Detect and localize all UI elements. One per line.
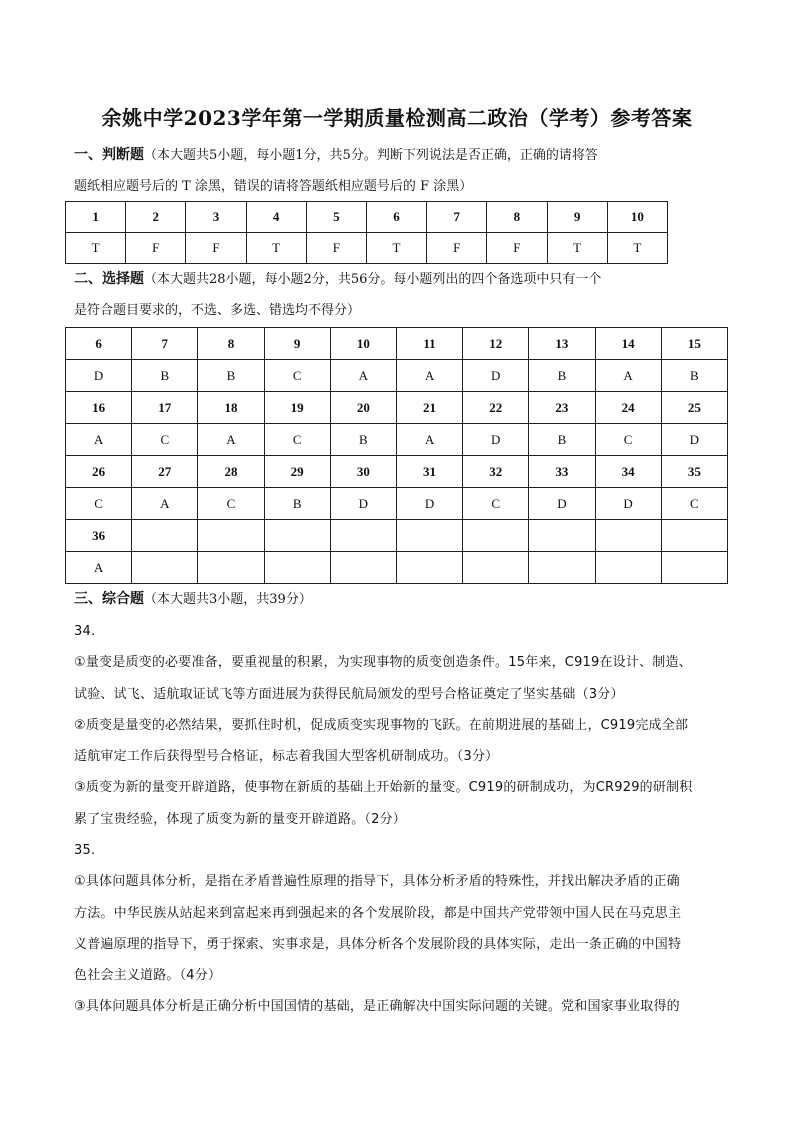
answer-cell: A [396,424,462,456]
answer-cell: B [198,360,264,392]
question-number: 7 [427,202,487,233]
section2-instructions [74,264,730,326]
answer-cell: C [463,488,529,520]
table-row [66,328,728,360]
table-row [66,392,728,424]
section3-instructions [74,584,730,615]
table-row [66,424,728,456]
answer-cell: D [463,360,529,392]
answer-cell: F [126,233,186,264]
question-number: 9 [264,328,330,360]
answer-cell: T [607,233,667,264]
table-row [66,456,728,488]
answer-line: 试验、试飞、适航取证试飞等方面进展为获得民航局颁发的型号合格证奠定了坚实基础（3分） [74,686,624,702]
answer-cell: C [264,424,330,456]
answer-line: 色社会主义道路。（4分） [74,968,222,984]
section2-heading: 二、选择题 [74,271,144,287]
answer-cell: B [330,424,396,456]
answer-cell [264,552,330,584]
section2-note-line2: 是符合题目要求的，不选、多选、错选均不得分） [74,303,361,318]
question-number: 3 [186,202,246,233]
table-row [66,202,668,233]
question-number: 11 [396,328,462,360]
answer-cell [132,552,198,584]
question-number: 18 [198,392,264,424]
question-number: 2 [126,202,186,233]
page-title: 余姚中学2023学年第一学期质量检测高二政治（学考）参考答案 [101,106,693,130]
answer-cell: C [132,424,198,456]
answer-cell: A [198,424,264,456]
answer-cell: B [132,360,198,392]
section1-instructions [74,140,730,202]
table-row [66,520,728,552]
answer-line: ③具体问题具体分析是正确分析中国国情的基础，是正确解决中国实际问题的关键。党和国家事业取得的 [74,999,680,1015]
answer-cell: A [595,360,661,392]
answer-cell: B [529,360,595,392]
answer-cell: A [396,360,462,392]
question-number: 1 [66,202,126,233]
answer-cell: A [330,360,396,392]
answer-cell: C [66,488,132,520]
answer-cell: B [529,424,595,456]
section3-note: （本大题共3小题，共39分） [144,592,312,607]
question-number: 16 [66,392,132,424]
answer-cell: B [264,488,330,520]
answer-cell [198,552,264,584]
answer-line: 适航审定工作后获得型号合格证，标志着我国大型客机研制成功。（3分） [74,749,499,765]
section1-note-line2: 题纸相应题号后的 T 涂黑，错误的请将答题纸相应题号后的 F 涂黑） [74,179,473,194]
question-number: 31 [396,456,462,488]
answer-cell: F [427,233,487,264]
answer-line: ①具体问题具体分析，是指在矛盾普遍性原理的指导下，具体分析矛盾的特殊性，并找出解决矛盾的正确 [74,874,680,890]
answer-cell: A [66,424,132,456]
answer-line: ②质变是量变的必然结果，要抓住时机，促成质变实现事物的飞跃。在前期进展的基础上，C919完成全部 [74,717,689,733]
question-35-answer [74,835,730,1023]
question-number: 24 [595,392,661,424]
table-row [66,360,728,392]
answer-cell: T [66,233,126,264]
answer-cell [595,552,661,584]
question-number: 20 [330,392,396,424]
question-number: 10 [330,328,396,360]
table-row [66,488,728,520]
multiple-choice-answer-table [65,327,728,584]
answer-cell: A [66,552,132,584]
question-number [396,520,462,552]
question-number [132,520,198,552]
question-number: 32 [463,456,529,488]
question-number [661,520,727,552]
answer-cell: C [595,424,661,456]
question-number: 6 [366,202,426,233]
answer-cell: T [366,233,426,264]
question-number: 33 [529,456,595,488]
section1-heading: 一、判断题 [74,147,144,163]
question-number: 7 [132,328,198,360]
question-number: 5 [306,202,366,233]
table-row [66,552,728,584]
question-number: 34 [595,456,661,488]
question-number [198,520,264,552]
answer-cell: D [330,488,396,520]
question-number [330,520,396,552]
question-number: 36 [66,520,132,552]
answer-cell: D [595,488,661,520]
answer-cell [330,552,396,584]
answer-cell [529,552,595,584]
answer-cell: D [661,424,727,456]
answer-cell: B [661,360,727,392]
question-number: 6 [66,328,132,360]
answer-cell: F [306,233,366,264]
question-number: 17 [132,392,198,424]
question-number: 27 [132,456,198,488]
question-number: 8 [198,328,264,360]
question-number [529,520,595,552]
question-number: 14 [595,328,661,360]
question-34-answer [74,616,730,835]
answer-cell [396,552,462,584]
answer-cell: C [264,360,330,392]
answer-cell: F [186,233,246,264]
question-35-number: 35. [74,843,96,858]
section3-heading: 三、综合题 [74,591,144,607]
question-number: 26 [66,456,132,488]
question-number: 29 [264,456,330,488]
question-number: 13 [529,328,595,360]
answer-cell: A [132,488,198,520]
answer-line: ③质变为新的量变开辟道路，使事物在新质的基础上开始新的量变。C919的研制成功，为CR929的研制积 [74,780,693,796]
answer-cell: T [246,233,306,264]
answer-cell: D [66,360,132,392]
question-number [463,520,529,552]
section1-note-line1: （本大题共5小题，每小题1分，共5分。判断下列说法是否正确，正确的请将答 [144,148,598,163]
answer-cell [463,552,529,584]
question-number: 30 [330,456,396,488]
question-number [264,520,330,552]
question-number: 4 [246,202,306,233]
answer-cell [661,552,727,584]
answer-line: 方法。中华民族从站起来到富起来再到强起来的各个发展阶段，都是中国共产党带领中国人民在马克思主 [74,905,682,921]
question-number: 10 [607,202,667,233]
question-number: 23 [529,392,595,424]
question-34-number: 34. [74,624,96,639]
section2-note-line1: （本大题共28小题，每小题2分，共56分。每小题列出的四个备选项中只有一个 [144,272,602,287]
question-number [595,520,661,552]
true-false-answer-table [65,201,668,264]
question-number: 8 [487,202,547,233]
answer-cell: D [463,424,529,456]
question-number: 9 [547,202,607,233]
question-number: 25 [661,392,727,424]
answer-line: ①量变是质变的必要准备，要重视量的积累，为实现事物的质变创造条件。15年来，C919在设计、制造、 [74,655,692,671]
question-number: 28 [198,456,264,488]
answer-cell: D [529,488,595,520]
answer-line: 义普遍原理的指导下，勇于探索、实事求是，具体分析各个发展阶段的具体实际，走出一条正确的中国特 [74,936,682,952]
question-number: 22 [463,392,529,424]
question-number: 19 [264,392,330,424]
answer-cell: T [547,233,607,264]
answer-cell: C [661,488,727,520]
question-number: 15 [661,328,727,360]
question-number: 21 [396,392,462,424]
question-number: 12 [463,328,529,360]
answer-cell: C [198,488,264,520]
answer-line: 累了宝贵经验，体现了质变为新的量变开辟道路。（2分） [74,811,406,827]
answer-cell: D [396,488,462,520]
answer-cell: F [487,233,547,264]
table-row [66,233,668,264]
question-number: 35 [661,456,727,488]
